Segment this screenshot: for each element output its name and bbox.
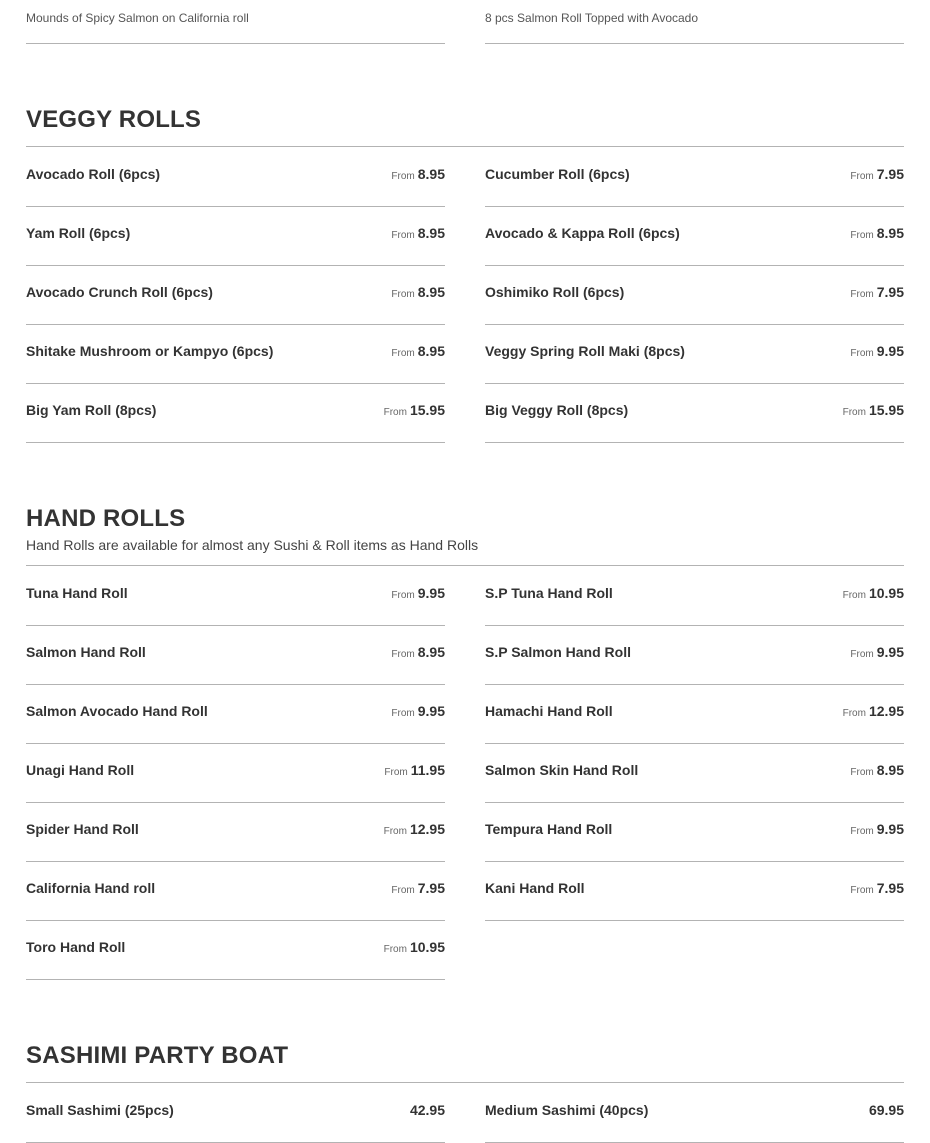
menu-item[interactable]	[26, 1083, 445, 1143]
menu-item-name: Yam Roll (6pcs)	[26, 225, 131, 241]
price-amount: 8.95	[417, 166, 445, 182]
menu-item-name: S.P Salmon Hand Roll	[485, 644, 631, 660]
menu-item[interactable]	[485, 147, 904, 207]
price-from-label: From	[850, 289, 874, 300]
price-from-label: From	[391, 708, 415, 719]
menu-item[interactable]	[485, 383, 904, 443]
menu-item[interactable]	[485, 265, 904, 325]
price-from-label: From	[384, 767, 408, 778]
price-amount: 12.95	[868, 703, 904, 719]
price-amount: 15.95	[868, 402, 904, 418]
price-amount: 8.95	[417, 225, 445, 241]
menu-item[interactable]	[26, 265, 445, 325]
menu-item-price	[850, 880, 904, 896]
menu-item[interactable]	[26, 684, 445, 744]
menu-item-price	[866, 1102, 904, 1118]
price-amount: 8.95	[417, 343, 445, 359]
price-amount: 11.95	[410, 762, 445, 778]
menu-item-name: Salmon Avocado Hand Roll	[26, 703, 208, 719]
price-amount: 7.95	[417, 880, 445, 896]
menu-item-partial[interactable]	[485, 0, 904, 44]
section-description: Hand Rolls are available for almost any Sushi & Roll items as Hand Rolls	[26, 537, 479, 553]
menu-item[interactable]	[26, 861, 445, 921]
menu-item[interactable]	[26, 383, 445, 443]
menu-item-name: Toro Hand Roll	[26, 939, 126, 955]
price-amount: 7.95	[876, 284, 904, 300]
menu-item-name: Big Yam Roll (8pcs)	[26, 402, 157, 418]
menu-item-price	[384, 402, 445, 418]
menu-item-name: Big Veggy Roll (8pcs)	[485, 402, 629, 418]
price-from-label: From	[391, 348, 415, 359]
price-amount: 42.95	[409, 1102, 445, 1118]
menu-item-price	[850, 343, 904, 359]
menu-item[interactable]	[26, 625, 445, 685]
menu-item-name: Medium Sashimi (40pcs)	[485, 1102, 649, 1118]
menu-item-price	[391, 703, 445, 719]
price-from-label: From	[391, 289, 415, 300]
menu-item-price	[391, 880, 445, 896]
menu-item-price	[391, 343, 445, 359]
price-from-label: From	[391, 230, 415, 241]
price-from-label: From	[842, 407, 866, 418]
menu-item-description: 8 pcs Salmon Roll Topped with Avocado	[485, 11, 699, 25]
price-amount: 8.95	[417, 644, 445, 660]
menu-item-name: Avocado Roll (6pcs)	[26, 166, 161, 182]
price-from-label: From	[383, 826, 407, 837]
menu-item-name: Hamachi Hand Roll	[485, 703, 613, 719]
menu-item[interactable]	[485, 684, 904, 744]
menu-item[interactable]	[485, 625, 904, 685]
menu-item-price	[850, 644, 904, 660]
section-title: SASHIMI PARTY BOAT	[26, 1042, 289, 1069]
price-from-label: From	[850, 649, 874, 660]
price-amount: 9.95	[417, 585, 445, 601]
price-from-label: From	[850, 171, 874, 182]
price-amount: 12.95	[409, 821, 445, 837]
price-from-label: From	[383, 407, 407, 418]
price-from-label: From	[842, 708, 866, 719]
menu-item[interactable]	[485, 206, 904, 266]
price-amount: 8.95	[876, 225, 904, 241]
price-amount: 9.95	[876, 821, 904, 837]
menu-item-price	[384, 762, 445, 778]
menu-item[interactable]	[485, 861, 904, 921]
menu-item-price	[391, 166, 445, 182]
menu-item[interactable]	[26, 206, 445, 266]
section-sashimi-party-boat	[26, 1036, 904, 1118]
menu-item-price	[384, 821, 445, 837]
section-title: HAND ROLLS	[26, 505, 186, 532]
menu-item-name: Oshimiko Roll (6pcs)	[485, 284, 625, 300]
menu-item[interactable]	[26, 566, 445, 626]
price-from-label: From	[850, 348, 874, 359]
price-from-label: From	[391, 590, 415, 601]
menu-item[interactable]	[26, 147, 445, 207]
menu-item[interactable]	[485, 802, 904, 862]
menu-item-name: S.P Tuna Hand Roll	[485, 585, 613, 601]
menu-item-price	[843, 703, 904, 719]
menu-item-name: Veggy Spring Roll Maki (8pcs)	[485, 343, 685, 359]
menu-item-price	[843, 585, 904, 601]
menu-item[interactable]	[485, 1083, 904, 1143]
menu-item-price	[391, 644, 445, 660]
price-amount: 9.95	[876, 644, 904, 660]
menu-item-description: Mounds of Spicy Salmon on California roll	[26, 11, 249, 25]
menu-item[interactable]	[485, 324, 904, 384]
menu-item-price	[391, 284, 445, 300]
menu-item-partial[interactable]	[26, 0, 445, 44]
menu-item-price	[391, 585, 445, 601]
menu-item[interactable]	[485, 566, 904, 626]
price-from-label: From	[850, 826, 874, 837]
menu-item-price	[850, 225, 904, 241]
menu-item-name: Small Sashimi (25pcs)	[26, 1102, 174, 1118]
menu-item-name: Salmon Hand Roll	[26, 644, 146, 660]
menu-item[interactable]	[485, 743, 904, 803]
price-from-label: From	[842, 590, 866, 601]
price-amount: 8.95	[876, 762, 904, 778]
menu-item-name: California Hand roll	[26, 880, 156, 896]
price-amount: 9.95	[417, 703, 445, 719]
menu-item-price	[850, 821, 904, 837]
menu-item[interactable]	[26, 743, 445, 803]
section-hand-rolls	[26, 499, 904, 981]
menu-item-name: Cucumber Roll (6pcs)	[485, 166, 630, 182]
menu-item-price	[391, 225, 445, 241]
menu-item-name: Shitake Mushroom or Kampyo (6pcs)	[26, 343, 274, 359]
menu-item-name: Tuna Hand Roll	[26, 585, 128, 601]
menu-item-price	[850, 166, 904, 182]
menu-item-name: Kani Hand Roll	[485, 880, 585, 896]
price-from-label: From	[850, 767, 874, 778]
price-from-label: From	[850, 230, 874, 241]
price-amount: 7.95	[876, 166, 904, 182]
menu-item-price	[407, 1102, 445, 1118]
price-amount: 69.95	[868, 1102, 904, 1118]
price-from-label: From	[383, 944, 407, 955]
price-from-label: From	[391, 171, 415, 182]
price-amount: 9.95	[876, 343, 904, 359]
menu-item-name: Spider Hand Roll	[26, 821, 139, 837]
menu-item-name: Salmon Skin Hand Roll	[485, 762, 639, 778]
price-amount: 8.95	[417, 284, 445, 300]
menu-item[interactable]	[26, 802, 445, 862]
menu-item-price	[843, 402, 904, 418]
price-amount: 10.95	[409, 939, 445, 955]
menu-item[interactable]	[26, 324, 445, 384]
price-amount: 10.95	[868, 585, 904, 601]
section-veggy-rolls	[26, 100, 904, 445]
menu-item-price	[850, 284, 904, 300]
menu-item-price	[850, 762, 904, 778]
price-amount: 7.95	[876, 880, 904, 896]
menu-item-name: Tempura Hand Roll	[485, 821, 613, 837]
section-title: VEGGY ROLLS	[26, 106, 202, 133]
menu-item[interactable]	[26, 920, 445, 980]
price-from-label: From	[850, 885, 874, 896]
price-from-label: From	[391, 649, 415, 660]
price-from-label: From	[391, 885, 415, 896]
price-amount: 15.95	[409, 402, 445, 418]
menu-item-name: Unagi Hand Roll	[26, 762, 135, 778]
previous-section-tail	[26, 0, 904, 44]
menu-item-name: Avocado & Kappa Roll (6pcs)	[485, 225, 680, 241]
menu-item-name: Avocado Crunch Roll (6pcs)	[26, 284, 213, 300]
menu-item-price	[384, 939, 445, 955]
